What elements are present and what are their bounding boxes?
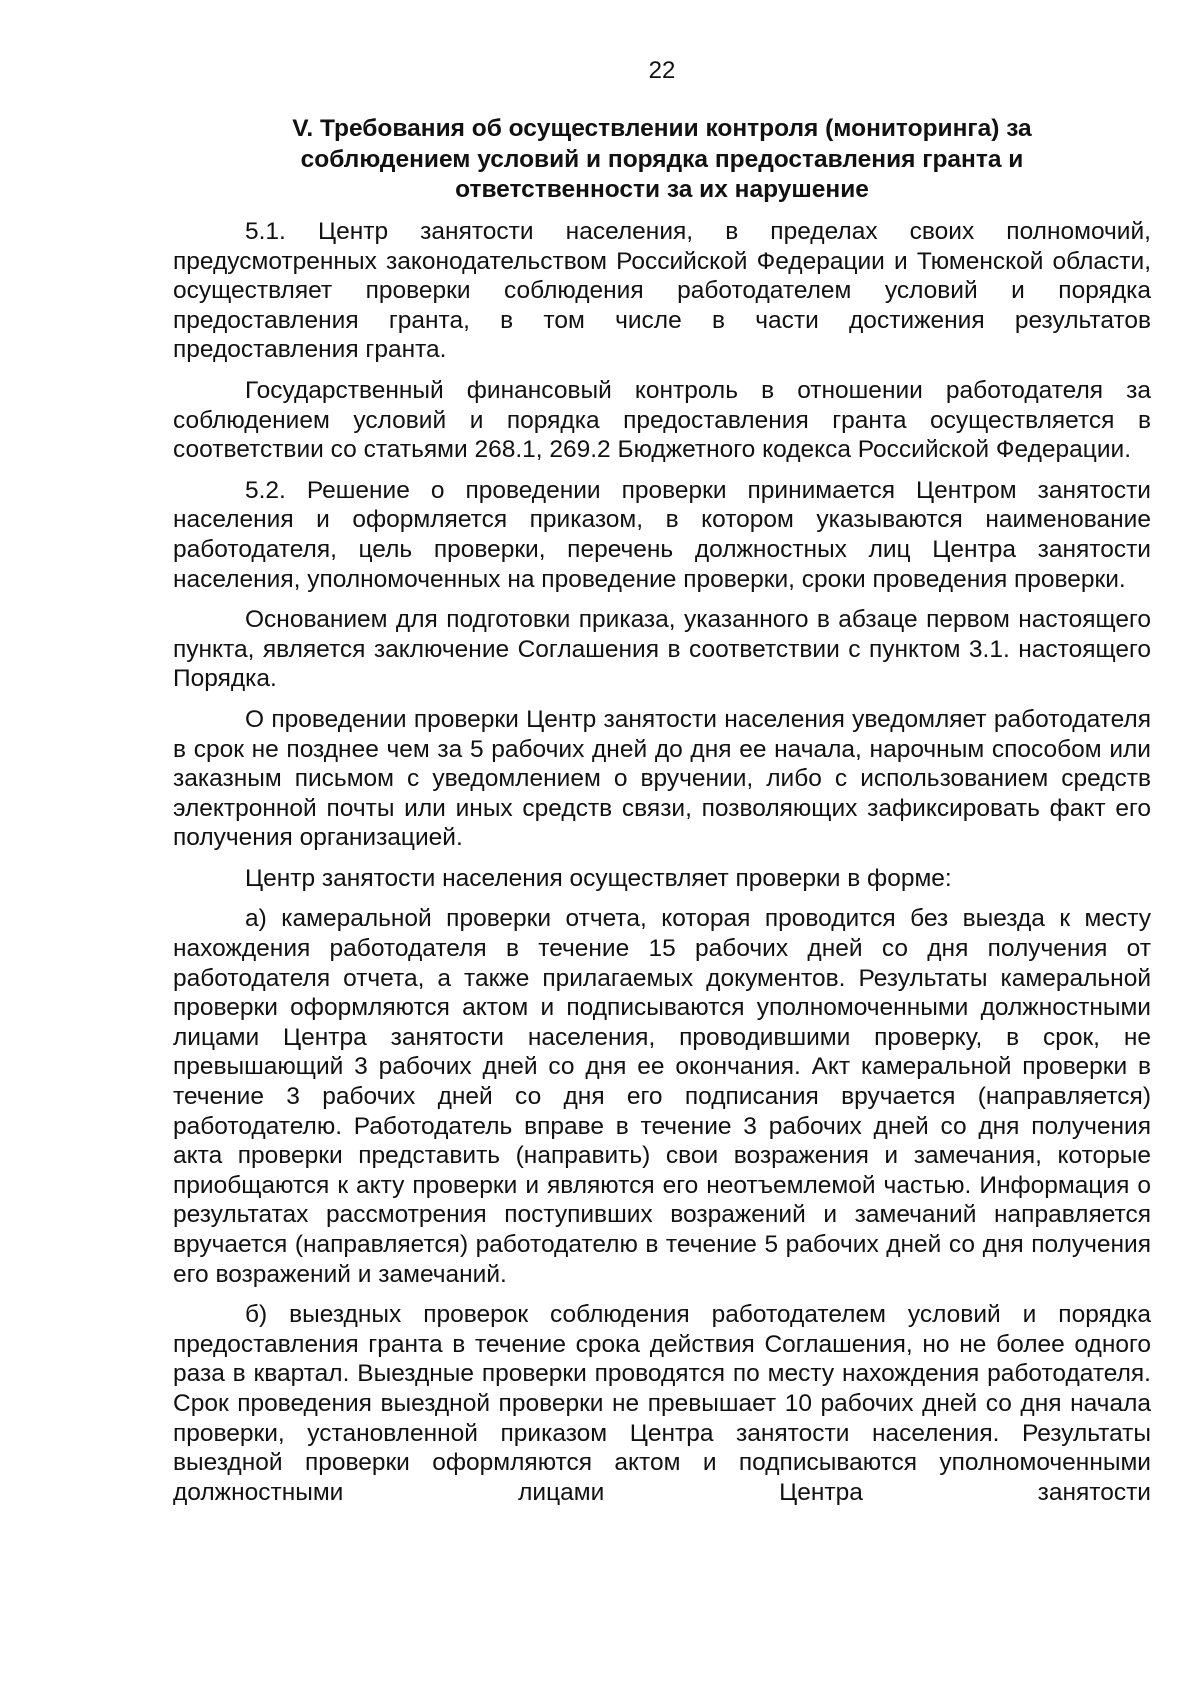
section-heading-line: ответственности за их нарушение [455,176,869,203]
paragraph-state-control: Государственный финансовый контроль в отношении работодателя за соблюдением условий и порядка предоставления гранта осуществляется в соответствии со статьями 268.1, 269.2 Бюджетного кодекса Российской Федерации. [173,376,1151,464]
paragraph-5-1: 5.1. Центр занятости населения, в пределах своих полномочий, предусмотренных законодательством Российской Федерации и Тюменской области, осуществляет проверки соблюдения работодателем условий и порядка предоставления гранта, в том числе в части достижения результатов предоставления гранта. [173,218,1151,364]
document-body [173,217,1151,1507]
paragraph-notification: О проведении проверки Центр занятости населения уведомляет работодателя в срок не позднее чем за 5 рабочих дней до дня ее начала, нарочным способом или заказным письмом с уведомлением о вручении, либо с использованием средств электронной почты или иных средств связи, позволяющих зафиксировать факт его получения организацией. [173,705,1151,852]
paragraph-field-check: б) выездных проверок соблюдения работодателем условий и порядка предоставления гранта в течение срока действия Соглашения, но не более одного раза в квартал. Выездные проверки проводятся по месту нахождения работодателя. Срок проведения выездной проверки не превышает 10 рабочих дней со дня начала проверки, установленной приказом Центра занятости населения. Результаты выездной проверки оформляются актом и подписываются уполномоченными должностными лицами Центра занятости [173,1301,1151,1506]
section-heading [173,114,1151,206]
section-heading-line: V. Требования об осуществлении контроля (мониторинга) за [292,115,1032,142]
paragraph-check-forms: Центр занятости населения осуществляет проверки в форме: [245,864,952,892]
paragraph-desk-check: а) камеральной проверки отчета, которая проводится без выезда к месту нахождения работодателя в течение 15 рабочих дней со дня получения от работодателя отчета, а также прилагаемых документов. Результаты камеральной проверки оформляются актом и подписываются уполномоченными должностными лицами Центра занятости населения, проводившими проверку, в срок, не превышающий 3 рабочих дней со дня ее окончания. Акт камеральной проверки в течение 3 рабочих дней со дня его подписания вручается (направляется) работодателю. Работодатель вправе в течение 3 рабочих дней со дня получения акта проверки представить (направить) свои возражения и замечания, которые приобщаются к акту проверки и являются его неотъемлемой частью. Информация о результатах рассмотрения поступивших возражений и замечаний направляется вручается (направляется) работодателю в течение 5 рабочих дней со дня получения его возражений и замечаний. [173,905,1151,1288]
paragraph-basis: Основанием для подготовки приказа, указанного в абзаце первом настоящего пункта, является заключение Соглашения в соответствии с пунктом 3.1. настоящего Порядка. [173,606,1151,693]
section-heading-line: соблюдением условий и порядка предоставления гранта и [300,145,1024,173]
paragraph-5-2: 5.2. Решение о проведении проверки принимается Центром занятости населения и оформляется приказом, в котором указываются наименование работодателя, цель проверки, перечень должностных лиц Центра занятости населения, уполномоченных на проведение проверки, сроки проведения проверки. [173,476,1151,593]
page-number: 22 [648,57,676,84]
